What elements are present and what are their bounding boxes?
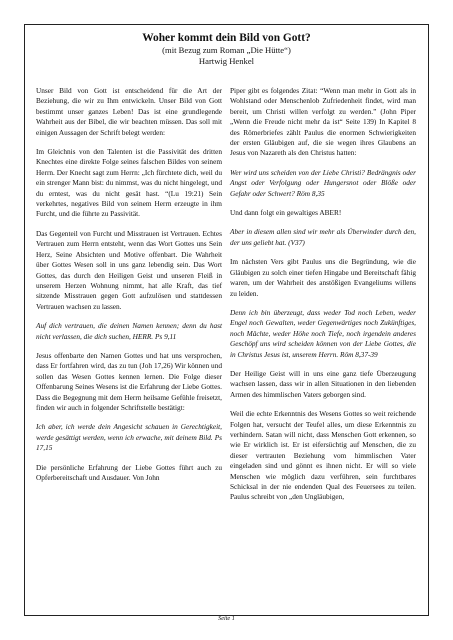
scripture-quote: Wer wird uns scheiden von der Liebe Christi? Bedrängnis oder Angst oder Verfolgung oder Hungersnot oder Blöße oder Gefahr oder Schwert? Röm 8,35	[230, 167, 416, 198]
scripture-quote: Aber in diesem allen sind wir mehr als Überwinder durch den, der uns geliebt hat. (V37)	[230, 227, 416, 247]
left-column	[36, 86, 222, 492]
paragraph: Jesus offenbarte den Namen Gottes und hat uns versprochen, dass Er fortfahren wird, das zu tun (Joh 17,26) Wir können und sollen das Wesen Gottes kennen lernen. Die Folge dieser Offenbarung Seines Wesens ist die Erfahrung der Liebe Gottes. Dass die Begegnung mit dem Herrn heilsame Gefühle freisetzt, finden wir auch in folgender Schriftstelle bestätigt:	[36, 350, 222, 412]
document-header	[24, 32, 429, 66]
paragraph: Weil die echte Erkenntnis des Wesens Gottes so weit reichende Folgen hat, versucht der Teufel alles, um diese Erkenntnis zu verhindern. Satan will nicht, dass Menschen Gott erkennen, so wie Er wirklich ist. Er ist eifersüchtig auf Menschen, die zu dieser vertrauten Beziehung vom himmlischen Vater eingeladen sind und gönnt es ihnen nicht. Er will so viele Menschen wie möglich dazu verführen, sein furchtbares Schicksal in der nie endenden Qual des Feuersees zu teilen. Paulus schreibt von „den Ungläubigen,	[230, 409, 416, 502]
scripture-quote: Auf dich vertrauen, die deinen Namen kennen; denn du hast nicht verlassen, die dich suchen, HERR. Ps 9,11	[36, 321, 222, 341]
paragraph: Piper gibt es folgendes Zitat: “Wenn man mehr in Gott als in Wohlstand oder Menschenlob Zufriedenheit findet, wird man bereit, um Christi willen verfolgt zu werden.” (John Piper „Wenn die Freude nicht mehr da ist“ Seite 139) In Kapitel 8 des Römerbriefes zählt Paulus die enormen Schwierigkeiten der ersten Gläubigen auf, die sie wegen ihres Glaubens an Jesus von Nazareth als den Christus hatten:	[230, 86, 416, 158]
paragraph: Im nächsten Vers gibt Paulus uns die Begründung, wie die Gläubigen zu solch einer tiefen Hingabe und Bereitschaft fähig waren, um der Wahrheit des anstößigen Evangeliums willens zu leiden.	[230, 257, 416, 298]
document-author: Hartwig Henkel	[198, 55, 255, 66]
paragraph: Und dann folgt ein gewaltiges ABER!	[230, 208, 342, 218]
page-number: Seite 1	[218, 615, 235, 622]
scripture-quote: Denn ich bin überzeugt, dass weder Tod noch Leben, weder Engel noch Gewalten, weder Gegenwärtiges noch Zukünftiges, noch Mächte, weder Höhe noch Tiefe, noch irgendein anderes Geschöpf uns wird scheiden können von der Liebe Gottes, die in Christus Jesus ist, unserem Herrn. Röm 8,37-39	[230, 307, 416, 359]
document-subtitle: (mit Bezug zum Roman „Die Hütte“)	[162, 45, 291, 55]
right-column	[230, 86, 416, 512]
paragraph: Die persönliche Erfahrung der Liebe Gottes führt auch zu Opferbereitschaft und Ausdauer. Von John	[36, 462, 222, 482]
paragraph: Das Gegenteil von Furcht und Misstrauen ist Vertrauen. Echtes Vertrauen zum Herrn entsteht, wenn das Wort Gottes uns Sein Herz, Seine Absichten und Motive offenbart. Die Wahrheit über Gottes Wesen soll in uns ganz lebendig sein. Das Wort Gottes, das durch den Heiligen Geist und unseren Fleiß in unserem Herzen Wohnung nimmt, hat alle Kraft, das tief sitzende Misstrauen gegen Gott aufzulösen und stattdessen Vertrauen wachsen zu lassen.	[36, 228, 222, 311]
document-title: Woher kommt dein Bild von Gott?	[142, 32, 311, 44]
paragraph: Der Heilige Geist will in uns eine ganz tiefe Überzeugung wachsen lassen, dass wir in allen Situationen in den liebenden Armen des himmlischen Vaters geborgen sind.	[230, 368, 416, 399]
paragraph: Unser Bild von Gott ist entscheidend für die Art der Beziehung, die wir zu Ihm entwickeln. Unser Bild von Gott bestimmt unser ganzes Leben! Das ist eine grundlegende Wahrheit aus der Bibel, die wir beachten müssen. Das soll mit einigen Aussagen der Schrift belegt werden:	[36, 86, 222, 137]
scripture-quote: Ich aber, ich werde dein Angesicht schauen in Gerechtigkeit, werde gesättigt werden, wenn ich erwache, mit deinem Bild. Ps 17,15	[36, 422, 222, 453]
paragraph: Im Gleichnis von den Talenten ist die Passivität des dritten Knechtes eine direkte Folge seines falschen Bildes von seinem Herrn. Der Knecht sagt zum Herrn: „Ich fürchtete dich, weil du ein strenger Mann bist: du nimmst, was du nicht hingelegt, und du erntest, was du nicht gesät hast. “(Lu 19:21) Sein verkehrtes, negatives Bild von seinem Herrn erzeugte in ihm Furcht, und die führte zu Passivität.	[36, 147, 222, 219]
